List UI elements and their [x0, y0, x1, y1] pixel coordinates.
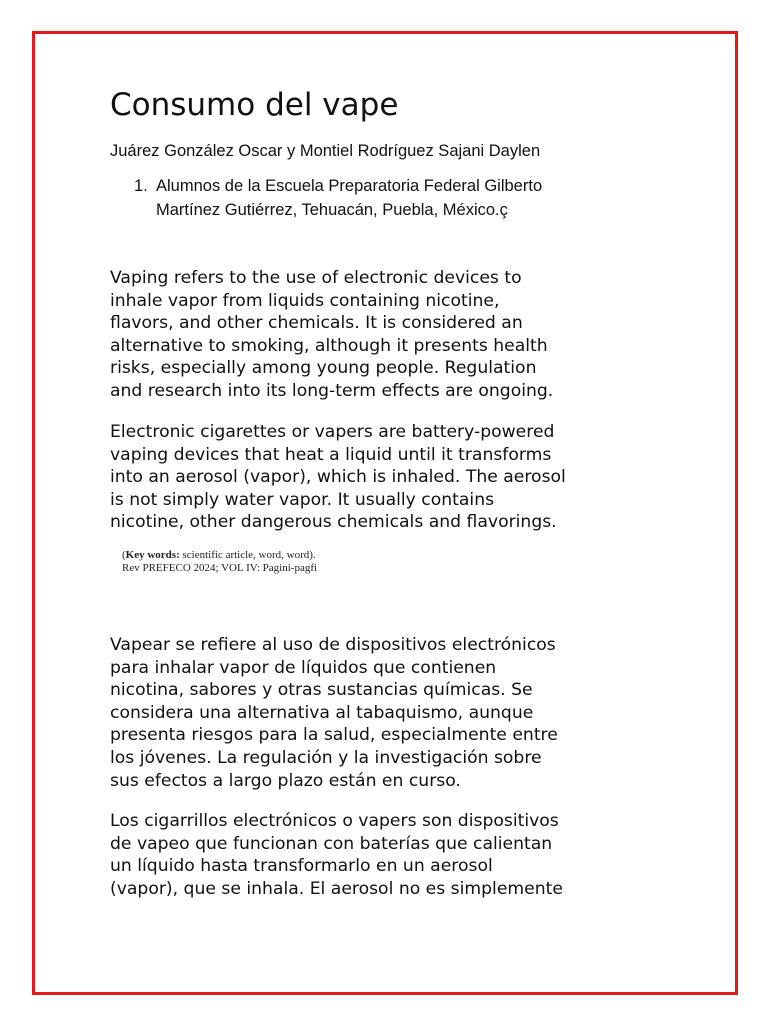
text-line: Vaping refers to the use of electronic devices to [110, 268, 522, 288]
text-line: inhale vapor from liquids containing nicotine, [110, 290, 500, 311]
text-line: presenta riesgos para la salud, especialmente entre [110, 725, 558, 746]
abstract-en-paragraph-1 [110, 267, 670, 403]
text-line: and research into its long-term effects are ongoing. [110, 380, 554, 401]
text-line: de vapeo que funcionan con baterías que calientan [110, 833, 553, 854]
text-line: sus efectos a largo plazo están en curso. [110, 770, 461, 791]
text-line: Los cigarrillos electrónicos o vapers son dispositivos [110, 811, 559, 831]
affiliation-list [110, 174, 616, 222]
affiliation-line: Alumnos de la Escuela Preparatoria Federal Gilberto [156, 177, 543, 195]
text-line: vaping devices that heat a liquid until it transforms [110, 444, 552, 465]
keywords-block [122, 549, 317, 575]
affiliation-number: 1. [134, 177, 148, 195]
keywords-text: scientific article, word, word). [179, 549, 316, 561]
text-line: is not simply water vapor. It usually contains [110, 489, 495, 510]
text-line: (vapor), que se inhala. El aerosol no es simplemente [110, 878, 563, 899]
keywords-open-paren: ( [122, 549, 126, 561]
affiliation-item [110, 174, 616, 222]
text-line: para inhalar vapor de líquidos que contienen [110, 657, 497, 678]
affiliation-line: Martínez Gutiérrez, Tehuacán, Puebla, México.ç [156, 201, 508, 219]
abstract-es-paragraph-2 [110, 810, 670, 900]
document-title: Consumo del vape [110, 87, 399, 123]
text-line: considera una alternativa al tabaquismo, aunque [110, 702, 534, 723]
journal-reference: Rev PREFECO 2024; VOL IV: Pagini-pagfi [122, 562, 318, 574]
text-line: nicotina, sabores y otras sustancias químicas. Se [110, 680, 533, 701]
abstract-es-paragraph-1 [110, 634, 670, 792]
text-line: los jóvenes. La regulación y la investigación sobre [110, 747, 542, 768]
text-line: nicotine, other dangerous chemicals and flavorings. [110, 512, 557, 533]
text-line: Electronic cigarettes or vapers are battery-powered [110, 422, 555, 442]
text-line: flavors, and other chemicals. It is considered an [110, 313, 523, 334]
text-line: un líquido hasta transformarlo en un aerosol [110, 856, 493, 877]
text-line: into an aerosol (vapor), which is inhaled. The aerosol [110, 467, 566, 488]
keywords-label: Key words: [125, 549, 180, 561]
text-line: risks, especially among young people. Regulation [110, 358, 537, 379]
abstract-en-paragraph-2 [110, 421, 670, 534]
author-names: Juárez González Oscar y Montiel Rodríguez Sajani Daylen [110, 142, 541, 160]
text-line: alternative to smoking, although it presents health [110, 335, 548, 356]
keywords-line [122, 549, 316, 561]
text-line: Vapear se refiere al uso de dispositivos electrónicos [110, 635, 556, 655]
